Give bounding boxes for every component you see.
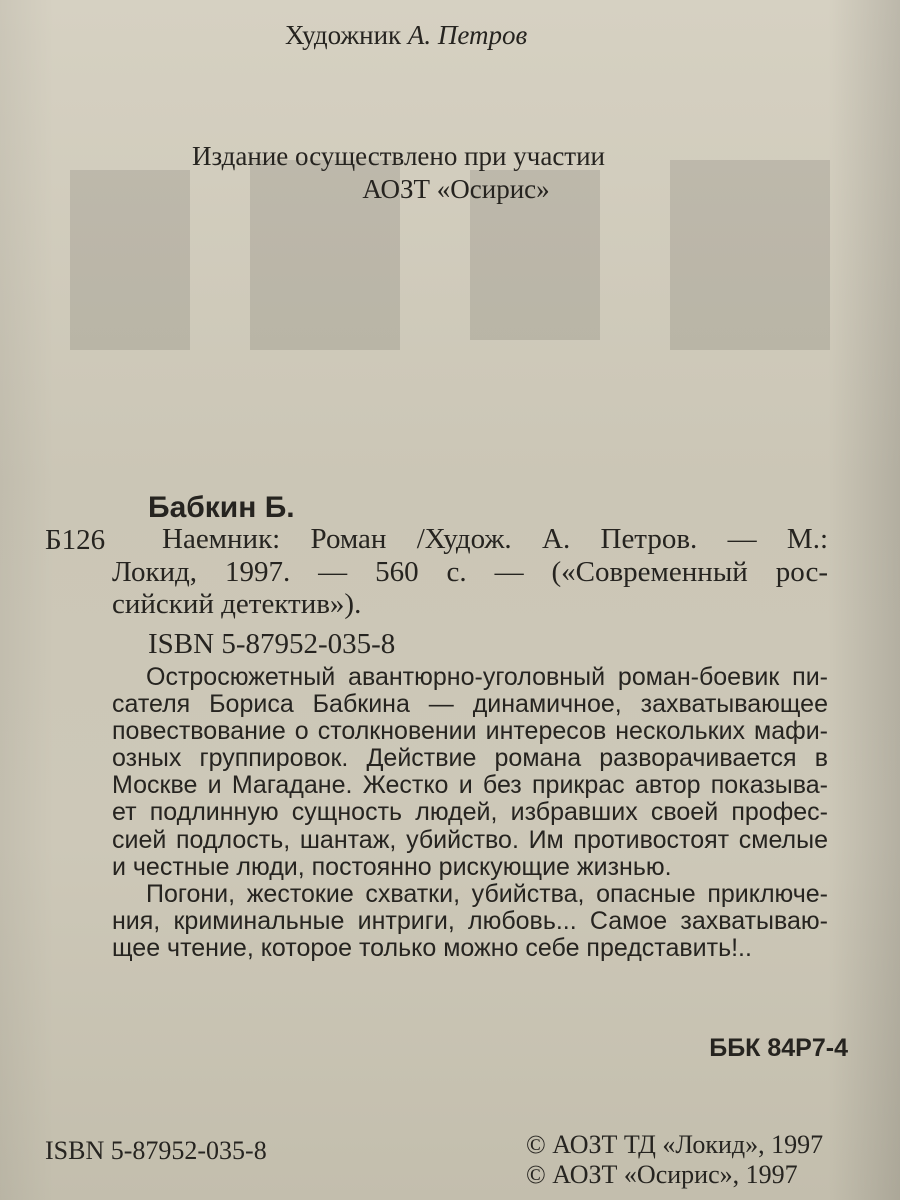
annotation-line: сателя Бориса Бабкина — динамичное, захватывающее xyxy=(112,690,828,719)
artist-credit xyxy=(285,22,527,49)
annotation-line: Москве и Магадане. Жестко и без прикрас автор показыва- xyxy=(112,771,828,800)
bibliographic-line: сийский детектив»). xyxy=(112,588,362,620)
annotation-line: повествование о столкновении интересов нескольких мафи- xyxy=(112,717,828,746)
annotation-line: озных группировок. Действие романа разворачивается в xyxy=(112,744,828,773)
annotation-line: сией подлость, шантаж, убийство. Им противостоят смелые xyxy=(112,825,828,854)
author-heading: Бабкин Б. xyxy=(148,491,295,524)
copyright-line: © АОЗТ «Осирис», 1997 xyxy=(526,1160,798,1189)
annotation-line: ния, криминальные интриги, любовь... Самое захватываю- xyxy=(112,906,828,935)
bbk-classification: ББК 84Р7-4 xyxy=(709,1034,848,1062)
edition-note-line-2: АОЗТ «Осирис» xyxy=(362,174,550,204)
annotation-line: и честные люди, постоянно рискующие жизнью. xyxy=(112,852,672,881)
edition-note-line-1: Издание осуществлено при участии xyxy=(192,141,606,171)
annotation-line: ет подлинную сущность людей, избравших своей профес- xyxy=(112,798,828,827)
artist-name: А. Петров xyxy=(407,20,528,50)
bibliographic-record xyxy=(112,523,828,621)
annotation-line: щее чтение, которое только можно себе представить!.. xyxy=(112,933,752,962)
artist-role: Художник xyxy=(285,20,402,50)
annotation xyxy=(112,664,828,962)
isbn-main: ISBN 5-87952-035-8 xyxy=(148,628,396,660)
isbn-bottom: ISBN 5-87952-035-8 xyxy=(45,1136,267,1165)
copyright-line: © АОЗТ ТД «Локид», 1997 xyxy=(526,1130,824,1159)
annotation-line: Остросюжетный авантюрно-уголовный роман-боевик пи- xyxy=(146,663,828,691)
catalog-index: Б126 xyxy=(45,524,106,556)
bibliographic-line: Локид, 1997. — 560 с. — («Современный рос- xyxy=(112,555,828,588)
annotation-line: Погони, жестокие схватки, убийства, опасные приключе- xyxy=(146,879,828,908)
bibliographic-line: Наемник: Роман /Худож. А. Петров. — М.: xyxy=(162,523,828,555)
